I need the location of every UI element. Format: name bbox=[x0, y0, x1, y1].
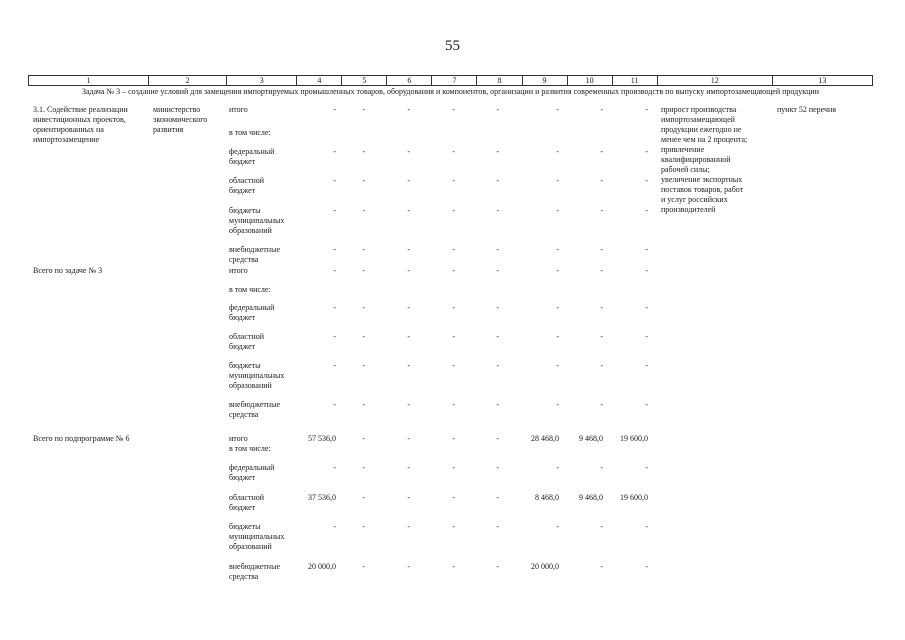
funding-value-cell: - bbox=[556, 361, 559, 370]
column-header-6: 6 bbox=[387, 76, 432, 86]
funding-value-cell: - bbox=[496, 176, 499, 185]
funding-source-label: бюджет bbox=[229, 313, 256, 322]
funding-value-cell: - bbox=[333, 206, 336, 215]
funding-source-label: в том числе: bbox=[229, 444, 271, 453]
funding-value-cell: - bbox=[600, 266, 603, 275]
column-header-10: 10 bbox=[567, 76, 612, 86]
section-name-line: Всего по подпрограмме № 6 bbox=[33, 434, 130, 443]
funding-source-label: итого bbox=[229, 105, 248, 114]
funding-value-cell: - bbox=[452, 147, 455, 156]
funding-value-cell: - bbox=[556, 147, 559, 156]
funding-value-cell: - bbox=[600, 303, 603, 312]
funding-source-label: бюджет bbox=[229, 342, 256, 351]
funding-value-cell: - bbox=[556, 463, 559, 472]
column-header-7: 7 bbox=[432, 76, 477, 86]
funding-value-cell: - bbox=[496, 245, 499, 254]
funding-value-cell: 57 536,0 bbox=[308, 434, 336, 443]
section-name-line: ориентированных на bbox=[33, 125, 104, 134]
funding-source-label: внебюджетные bbox=[229, 245, 280, 254]
funding-value-cell: - bbox=[600, 332, 603, 341]
funding-value-cell: - bbox=[407, 400, 410, 409]
funding-value-cell: - bbox=[407, 332, 410, 341]
funding-source-label: образований bbox=[229, 542, 272, 551]
funding-value-cell: - bbox=[645, 361, 648, 370]
funding-value-cell: - bbox=[333, 105, 336, 114]
funding-value-cell: - bbox=[600, 361, 603, 370]
funding-value-cell: - bbox=[407, 562, 410, 571]
funding-value-cell: - bbox=[452, 303, 455, 312]
expected-result-line: увеличение экспортных bbox=[661, 175, 743, 184]
funding-value-cell: - bbox=[407, 147, 410, 156]
funding-source-label: областной bbox=[229, 493, 265, 502]
funding-value-cell: - bbox=[645, 562, 648, 571]
funding-source-label: бюджет bbox=[229, 503, 256, 512]
funding-source-label: средства bbox=[229, 410, 259, 419]
funding-value-cell: - bbox=[556, 522, 559, 531]
funding-value-cell: - bbox=[407, 361, 410, 370]
funding-value-cell: - bbox=[407, 245, 410, 254]
funding-value-cell: - bbox=[600, 562, 603, 571]
funding-value-cell: - bbox=[645, 303, 648, 312]
funding-value-cell: - bbox=[496, 206, 499, 215]
funding-value-cell: - bbox=[362, 176, 365, 185]
executor-line: развития bbox=[153, 125, 184, 134]
section-name-line: инвестиционных проектов, bbox=[33, 115, 126, 124]
funding-source-label: итого bbox=[229, 266, 248, 275]
funding-value-cell: - bbox=[496, 332, 499, 341]
funding-value-cell: - bbox=[600, 463, 603, 472]
funding-value-cell: - bbox=[362, 522, 365, 531]
column-header-row bbox=[28, 75, 873, 86]
funding-value-cell: - bbox=[452, 400, 455, 409]
expected-result-line: квалифицированной bbox=[661, 155, 731, 164]
funding-value-cell: - bbox=[362, 266, 365, 275]
funding-value-cell: - bbox=[645, 206, 648, 215]
funding-value-cell: - bbox=[407, 493, 410, 502]
column-header-3: 3 bbox=[227, 76, 297, 86]
funding-value-cell: - bbox=[333, 400, 336, 409]
funding-source-label: внебюджетные bbox=[229, 400, 280, 409]
funding-value-cell: - bbox=[556, 206, 559, 215]
reference-cell: пункт 52 перечня bbox=[777, 105, 837, 114]
funding-value-cell: - bbox=[362, 493, 365, 502]
funding-value-cell: - bbox=[333, 463, 336, 472]
page-number: 55 bbox=[445, 38, 460, 54]
funding-value-cell: - bbox=[496, 493, 499, 502]
funding-value-cell: - bbox=[556, 176, 559, 185]
funding-value-cell: - bbox=[333, 147, 336, 156]
funding-value-cell: - bbox=[600, 245, 603, 254]
funding-source-label: областной bbox=[229, 332, 265, 341]
expected-result-line: менее чем на 2 процента; bbox=[661, 135, 748, 144]
funding-value-cell: - bbox=[496, 434, 499, 443]
funding-value-cell: 9 468,0 bbox=[579, 434, 603, 443]
column-header-1: 1 bbox=[29, 76, 149, 86]
funding-source-label: итого bbox=[229, 434, 248, 443]
funding-value-cell: - bbox=[645, 400, 648, 409]
column-header-2: 2 bbox=[149, 76, 227, 86]
funding-value-cell: - bbox=[452, 522, 455, 531]
section-name-line: Всего по задаче № 3 bbox=[33, 266, 103, 275]
funding-value-cell: - bbox=[452, 266, 455, 275]
funding-value-cell: - bbox=[556, 245, 559, 254]
funding-value-cell: - bbox=[407, 434, 410, 443]
funding-source-label: федеральный bbox=[229, 463, 275, 472]
funding-value-cell: - bbox=[452, 463, 455, 472]
funding-value-cell: - bbox=[362, 206, 365, 215]
funding-value-cell: 37 536,0 bbox=[308, 493, 336, 502]
funding-source-label: бюджеты bbox=[229, 361, 261, 370]
funding-value-cell: - bbox=[600, 206, 603, 215]
column-header-12: 12 bbox=[657, 76, 772, 86]
funding-value-cell: - bbox=[496, 147, 499, 156]
funding-value-cell: - bbox=[452, 245, 455, 254]
funding-value-cell: - bbox=[362, 434, 365, 443]
expected-result-line: прирост производства bbox=[661, 105, 737, 114]
funding-value-cell: - bbox=[600, 147, 603, 156]
funding-value-cell: - bbox=[362, 463, 365, 472]
funding-source-label: средства bbox=[229, 572, 259, 581]
funding-value-cell: 9 468,0 bbox=[579, 493, 603, 502]
funding-value-cell: 20 000,0 bbox=[308, 562, 336, 571]
funding-value-cell: - bbox=[452, 176, 455, 185]
funding-value-cell: - bbox=[333, 522, 336, 531]
funding-value-cell: 8 468,0 bbox=[535, 493, 559, 502]
funding-value-cell: - bbox=[452, 562, 455, 571]
funding-value-cell: - bbox=[556, 105, 559, 114]
column-header-8: 8 bbox=[477, 76, 522, 86]
funding-value-cell: - bbox=[600, 105, 603, 114]
task-title: Задача № 3 – создание условий для замещения импортируемых промышленных товаров, оборудования и компонентов, организации и развития современных производств по выпуску импортозамещающей продукции bbox=[82, 87, 819, 96]
funding-source-label: муниципальных bbox=[229, 532, 285, 541]
funding-value-cell: - bbox=[600, 522, 603, 531]
funding-source-label: областной bbox=[229, 176, 265, 185]
funding-value-cell: - bbox=[407, 176, 410, 185]
funding-value-cell: - bbox=[496, 361, 499, 370]
funding-source-label: бюджет bbox=[229, 186, 256, 195]
funding-value-cell: - bbox=[362, 147, 365, 156]
funding-source-label: средства bbox=[229, 255, 259, 264]
section-name-line: импортозамещение bbox=[33, 135, 100, 144]
funding-value-cell: - bbox=[333, 176, 336, 185]
funding-value-cell: - bbox=[333, 303, 336, 312]
funding-value-cell: - bbox=[333, 332, 336, 341]
funding-value-cell: 28 468,0 bbox=[531, 434, 559, 443]
funding-value-cell: - bbox=[362, 303, 365, 312]
expected-result-line: импортозамещающей bbox=[661, 115, 735, 124]
funding-value-cell: - bbox=[407, 522, 410, 531]
funding-value-cell: - bbox=[407, 463, 410, 472]
funding-value-cell: - bbox=[556, 266, 559, 275]
funding-value-cell: - bbox=[362, 105, 365, 114]
funding-source-label: бюджеты bbox=[229, 522, 261, 531]
expected-result-line: производителей bbox=[661, 205, 716, 214]
funding-value-cell: - bbox=[407, 105, 410, 114]
funding-value-cell: - bbox=[496, 400, 499, 409]
funding-value-cell: - bbox=[333, 245, 336, 254]
funding-value-cell: - bbox=[645, 245, 648, 254]
expected-result-line: привлечение bbox=[661, 145, 705, 154]
funding-value-cell: - bbox=[407, 266, 410, 275]
funding-source-label: бюджет bbox=[229, 473, 256, 482]
section-name-line: 3.1. Содействие реализации bbox=[33, 105, 128, 114]
funding-source-label: федеральный bbox=[229, 303, 275, 312]
funding-value-cell: - bbox=[645, 105, 648, 114]
funding-value-cell: - bbox=[645, 176, 648, 185]
funding-value-cell: - bbox=[496, 522, 499, 531]
funding-value-cell: - bbox=[362, 361, 365, 370]
funding-source-label: в том числе: bbox=[229, 128, 271, 137]
executor-line: экономического bbox=[153, 115, 208, 124]
funding-source-label: образований bbox=[229, 381, 272, 390]
funding-value-cell: - bbox=[645, 266, 648, 275]
funding-source-label: внебюджетные bbox=[229, 562, 280, 571]
funding-value-cell: 20 000,0 bbox=[531, 562, 559, 571]
funding-value-cell: - bbox=[556, 400, 559, 409]
funding-value-cell: - bbox=[362, 400, 365, 409]
funding-source-label: в том числе: bbox=[229, 285, 271, 294]
funding-value-cell: - bbox=[496, 266, 499, 275]
column-header-13: 13 bbox=[772, 76, 872, 86]
expected-result-line: поставок товаров, работ bbox=[661, 185, 744, 194]
funding-value-cell: - bbox=[362, 562, 365, 571]
funding-source-label: федеральный bbox=[229, 147, 275, 156]
funding-value-cell: - bbox=[556, 303, 559, 312]
funding-value-cell: - bbox=[362, 332, 365, 341]
column-header-5: 5 bbox=[342, 76, 387, 86]
funding-source-label: муниципальных bbox=[229, 216, 285, 225]
funding-value-cell: - bbox=[496, 303, 499, 312]
column-header-11: 11 bbox=[612, 76, 657, 86]
funding-source-label: бюджеты bbox=[229, 206, 261, 215]
funding-value-cell: - bbox=[333, 361, 336, 370]
funding-source-label: образований bbox=[229, 226, 272, 235]
funding-value-cell: - bbox=[452, 493, 455, 502]
funding-value-cell: - bbox=[645, 147, 648, 156]
funding-value-cell: - bbox=[452, 105, 455, 114]
funding-value-cell: - bbox=[600, 176, 603, 185]
funding-value-cell: - bbox=[452, 361, 455, 370]
funding-value-cell: - bbox=[407, 303, 410, 312]
funding-source-label: бюджет bbox=[229, 157, 256, 166]
column-header-4: 4 bbox=[297, 76, 342, 86]
funding-value-cell: - bbox=[600, 400, 603, 409]
funding-value-cell: 19 600,0 bbox=[620, 434, 648, 443]
funding-value-cell: - bbox=[362, 245, 365, 254]
funding-value-cell: - bbox=[496, 562, 499, 571]
funding-value-cell: - bbox=[452, 332, 455, 341]
expected-result-line: продукции ежегодно не bbox=[661, 125, 742, 134]
funding-value-cell: - bbox=[556, 332, 559, 341]
funding-value-cell: - bbox=[496, 105, 499, 114]
funding-value-cell: - bbox=[645, 463, 648, 472]
expected-result-line: и услуг российских bbox=[661, 195, 728, 204]
funding-value-cell: - bbox=[496, 463, 499, 472]
funding-value-cell: - bbox=[645, 332, 648, 341]
funding-value-cell: - bbox=[452, 206, 455, 215]
funding-value-cell: - bbox=[333, 266, 336, 275]
funding-value-cell: - bbox=[407, 206, 410, 215]
funding-value-cell: - bbox=[645, 522, 648, 531]
column-header-9: 9 bbox=[522, 76, 567, 86]
expected-result-line: рабочей силы; bbox=[661, 165, 710, 174]
funding-value-cell: 19 600,0 bbox=[620, 493, 648, 502]
executor-line: министерство bbox=[153, 105, 201, 114]
funding-value-cell: - bbox=[452, 434, 455, 443]
funding-source-label: муниципальных bbox=[229, 371, 285, 380]
